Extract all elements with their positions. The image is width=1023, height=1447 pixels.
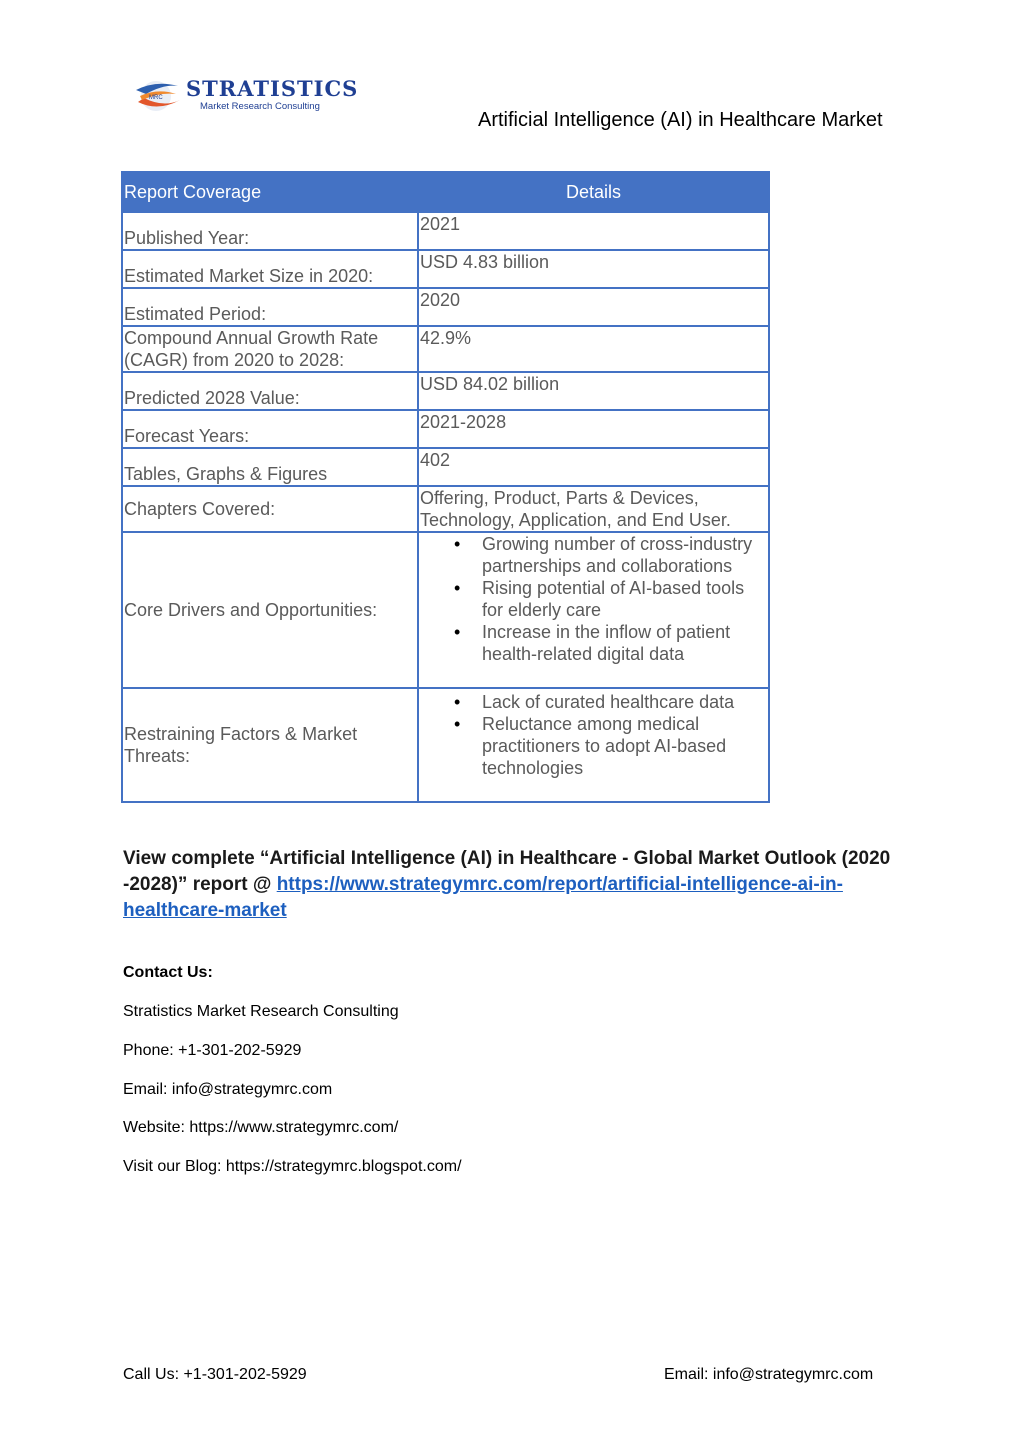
row-label: Predicted 2028 Value: [122, 372, 418, 410]
list-item: • Growing number of cross-industry partnerships and collaborations [482, 533, 767, 577]
row-label: Published Year: [122, 212, 418, 250]
table-header-row [122, 172, 769, 212]
contact-website: Website: https://www.strategymrc.com/ [123, 1119, 399, 1136]
table-row [122, 212, 769, 250]
contact-phone: Phone: +1-301-202-5929 [123, 1042, 302, 1059]
drivers-list [420, 533, 767, 665]
restraints-cell [418, 688, 769, 802]
contact-heading: Contact Us: [123, 964, 213, 981]
globe-logo-icon [134, 74, 184, 118]
report-link[interactable]: https://www.strategymrc.com/report/artificial-intelligence-ai-in-healthcare-market [123, 874, 843, 921]
col-header-details: Details [418, 172, 769, 212]
report-coverage-table [121, 171, 770, 803]
row-label: Estimated Market Size in 2020: [122, 250, 418, 288]
table-row [122, 288, 769, 326]
row-label: Core Drivers and Opportunities: [122, 532, 418, 688]
row-value: USD 84.02 billion [418, 372, 769, 410]
contact-blog: Visit our Blog: https://strategymrc.blogspot.com/ [123, 1158, 462, 1175]
row-value: 2021-2028 [418, 410, 769, 448]
footer-email: Email: info@strategymrc.com [664, 1366, 874, 1383]
row-value: USD 4.83 billion [418, 250, 769, 288]
row-label: Forecast Years: [122, 410, 418, 448]
row-value: Offering, Product, Parts & Devices, Technology, Application, and End User. [418, 486, 769, 532]
table-row [122, 326, 769, 372]
table-row-restraints [122, 688, 769, 802]
row-label: Tables, Graphs & Figures [122, 448, 418, 486]
table-row [122, 486, 769, 532]
drivers-cell [418, 532, 769, 688]
col-header-coverage: Report Coverage [122, 172, 418, 212]
logo-badge: MRC [149, 95, 163, 101]
document-title: Artificial Intelligence (AI) in Healthcare Market [478, 109, 883, 131]
table-row [122, 410, 769, 448]
row-value: 2021 [418, 212, 769, 250]
row-value: 42.9% [418, 326, 769, 372]
row-label: Chapters Covered: [122, 486, 418, 532]
row-label: Compound Annual Growth Rate (CAGR) from 2020 to 2028: [122, 326, 418, 372]
view-report-text: View complete “Artificial Intelligence (AI) in Healthcare - Global Market Outlook (2020 -2028)” report @ [123, 848, 891, 895]
row-label: Estimated Period: [122, 288, 418, 326]
contact-company: Stratistics Market Research Consulting [123, 1003, 399, 1020]
view-report-paragraph [123, 846, 913, 924]
restraints-list [420, 689, 767, 779]
row-label: Restraining Factors & Market Threats: [122, 688, 418, 802]
row-value: 2020 [418, 288, 769, 326]
contact-email: Email: info@strategymrc.com [123, 1081, 333, 1098]
table-row [122, 372, 769, 410]
logo-tagline: Market Research Consulting [200, 101, 320, 112]
list-item: • Increase in the inflow of patient health-related digital data [482, 621, 767, 665]
table-row [122, 448, 769, 486]
row-value: 402 [418, 448, 769, 486]
list-item: • Rising potential of AI-based tools for elderly care [482, 577, 767, 621]
table-row [122, 250, 769, 288]
list-item: • Reluctance among medical practitioners to adopt AI-based technologies [482, 713, 767, 779]
table-row-drivers [122, 532, 769, 688]
footer-call: Call Us: +1-301-202-5929 [123, 1366, 307, 1383]
logo-brand: STRATISTICS [186, 76, 359, 101]
company-logo [134, 74, 359, 118]
list-item: • Lack of curated healthcare data [482, 691, 767, 713]
